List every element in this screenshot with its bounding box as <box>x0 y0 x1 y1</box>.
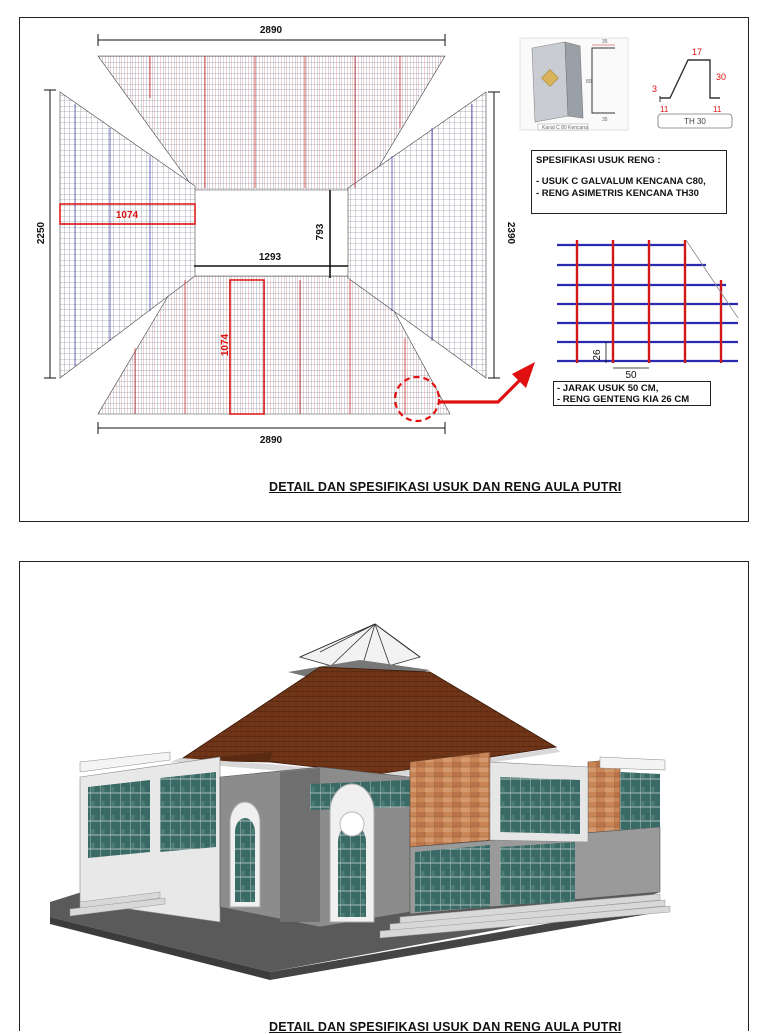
detail-note-2: - RENG GENTENG KIA 26 CM <box>557 394 690 405</box>
roof-plan-sheet <box>19 17 749 522</box>
spec-line-1: - USUK C GALVALUM KENCANA C80, <box>536 176 706 187</box>
dim-bottom-width: 2890 <box>259 435 283 446</box>
dim-right-height: 2390 <box>505 221 516 245</box>
roof-plan-drawing <box>20 18 750 523</box>
building-render-sheet <box>19 561 749 1034</box>
dim-rafter-bottom: 1074 <box>220 333 231 357</box>
spec-line-2: - RENG ASIMETRIS KENCANA TH30 <box>536 188 699 199</box>
svg-text:TH 30: TH 30 <box>684 117 706 126</box>
svg-text:30: 30 <box>716 72 727 82</box>
sheet-title-top: DETAIL DAN SPESIFIKASI USUK DAN RENG AULA PUTRI <box>269 480 622 494</box>
detail-spacing-horizontal: 50 <box>625 370 637 381</box>
svg-text:35: 35 <box>602 39 608 45</box>
building-3d-render <box>20 562 750 1032</box>
svg-text:17: 17 <box>692 47 703 57</box>
svg-text:11: 11 <box>660 105 669 114</box>
sheet-title-bottom: DETAIL DAN SPESIFIKASI USUK DAN RENG AULA PUTRI <box>269 1020 622 1034</box>
svg-text:80: 80 <box>586 79 592 85</box>
dim-opening-width: 1293 <box>258 252 282 263</box>
th30-profile-drawing <box>652 47 732 128</box>
svg-text:11: 11 <box>713 105 722 114</box>
svg-text:Kanal C 80 Kencana: Kanal C 80 Kencana <box>542 125 588 131</box>
dim-rafter-left: 1074 <box>115 210 139 221</box>
svg-text:35: 35 <box>602 117 608 123</box>
c-profile-image <box>520 38 628 131</box>
dim-top-width: 2890 <box>259 25 283 36</box>
spec-heading: SPESIFIKASI USUK RENG : <box>536 155 661 166</box>
detail-note-1: - JARAK USUK 50 CM, <box>557 383 659 394</box>
detail-notes-box <box>553 381 711 406</box>
spec-box <box>531 150 727 214</box>
dim-left-height: 2250 <box>36 221 47 245</box>
svg-text:3: 3 <box>652 84 658 94</box>
rafter-batten-detail <box>557 240 738 381</box>
detail-spacing-vertical: 26 <box>592 349 603 361</box>
wood-cladding <box>410 752 490 847</box>
callout-arrow <box>438 380 520 402</box>
dim-opening-height: 793 <box>315 223 326 241</box>
